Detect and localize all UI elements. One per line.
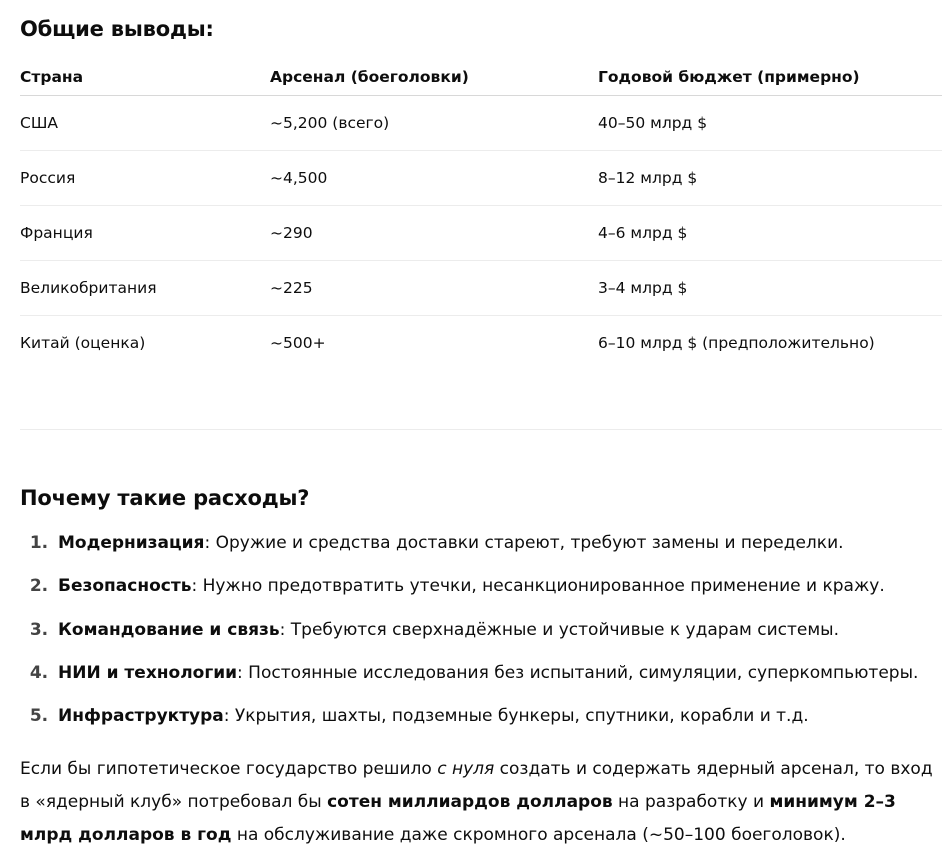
list-item-term: НИИ и технологии — [58, 662, 238, 683]
cell-arsenal: ~500+ — [270, 334, 326, 352]
list-item-description: : Нужно предотвратить утечки, несанкционированное применение и кражу. — [191, 576, 885, 597]
list-item-number: 1. — [29, 533, 49, 553]
list-item — [20, 527, 942, 570]
list-item — [20, 700, 942, 743]
table-row — [20, 316, 942, 370]
table-row — [20, 206, 942, 261]
reasons-list — [20, 527, 942, 743]
conclusion-paragraph — [20, 753, 942, 852]
section-divider — [20, 429, 942, 430]
cell-budget: 8–12 млрд $ — [598, 169, 698, 187]
list-item-description: : Требуются сверхнадёжные и устойчивые к ударам системы. — [279, 619, 839, 640]
cell-arsenal: ~225 — [270, 279, 313, 297]
list-item-term: Модернизация — [58, 533, 205, 553]
conclusion-text: на разработку и — [612, 792, 770, 812]
list-item-description: : Оружие и средства доставки стареют, требуют замены и переделки. — [204, 533, 844, 553]
list-item-term: Инфраструктура — [58, 706, 224, 727]
cell-budget: 40–50 млрд $ — [598, 114, 708, 132]
cell-country: США — [20, 114, 59, 132]
list-item-description: : Постоянные исследования без испытаний, симуляции, суперкомпьютеры. — [237, 662, 919, 683]
table-row — [20, 261, 942, 316]
cell-arsenal: ~5,200 (всего) — [270, 114, 390, 132]
list-item-description: : Укрытия, шахты, подземные бункеры, спутники, корабли и т.д. — [223, 706, 809, 727]
conclusion-text: создать и содержать ядерный арсенал, то вход в «ядерный клуб» потребовал бы — [20, 759, 933, 812]
section-title-conclusions: Общие выводы: — [20, 17, 214, 41]
list-item-number: 3. — [29, 619, 49, 640]
table-header-row — [20, 60, 942, 96]
list-item-number: 4. — [29, 662, 49, 683]
list-item-text — [58, 663, 918, 683]
list-item-number: 5. — [29, 706, 49, 727]
cell-budget: 4–6 млрд $ — [598, 224, 688, 242]
list-item — [20, 657, 942, 700]
list-item — [20, 570, 942, 613]
cell-budget: 3–4 млрд $ — [598, 279, 688, 297]
list-item-text — [58, 576, 885, 596]
conclusion-highlight: минимум 2–3 млрд долларов в год — [20, 792, 896, 845]
cell-country: Великобритания — [20, 279, 157, 297]
list-item-term: Командование и связь — [58, 619, 280, 640]
list-item-number: 2. — [29, 576, 49, 597]
cell-arsenal: ~4,500 — [270, 169, 328, 187]
table-row — [20, 151, 942, 206]
header-country: Страна — [20, 68, 84, 86]
comparison-table — [20, 60, 942, 370]
section-title-why-costs: Почему такие расходы? — [20, 486, 310, 510]
header-budget: Годовой бюджет (примерно) — [598, 68, 860, 86]
cell-country: Россия — [20, 169, 76, 187]
conclusion-emphasis: с нуля — [437, 759, 495, 779]
cell-country: Китай (оценка) — [20, 334, 146, 352]
cell-country: Франция — [20, 224, 93, 242]
list-item-text — [58, 706, 809, 726]
list-item-text — [58, 533, 844, 553]
cell-arsenal: ~290 — [270, 224, 313, 242]
list-item-text — [58, 620, 839, 640]
table-row — [20, 96, 942, 151]
list-item-term: Безопасность — [58, 576, 192, 597]
conclusion-text: на обслуживание даже скромного арсенала (~50–100 боеголовок). — [231, 825, 846, 845]
conclusion-highlight: сотен миллиардов долларов — [327, 792, 613, 812]
conclusion-text: Если бы гипотетическое государство решило — [20, 759, 438, 779]
cell-budget: 6–10 млрд $ (предположительно) — [598, 334, 875, 352]
header-arsenal: Арсенал (боеголовки) — [270, 68, 469, 86]
list-item — [20, 614, 942, 657]
